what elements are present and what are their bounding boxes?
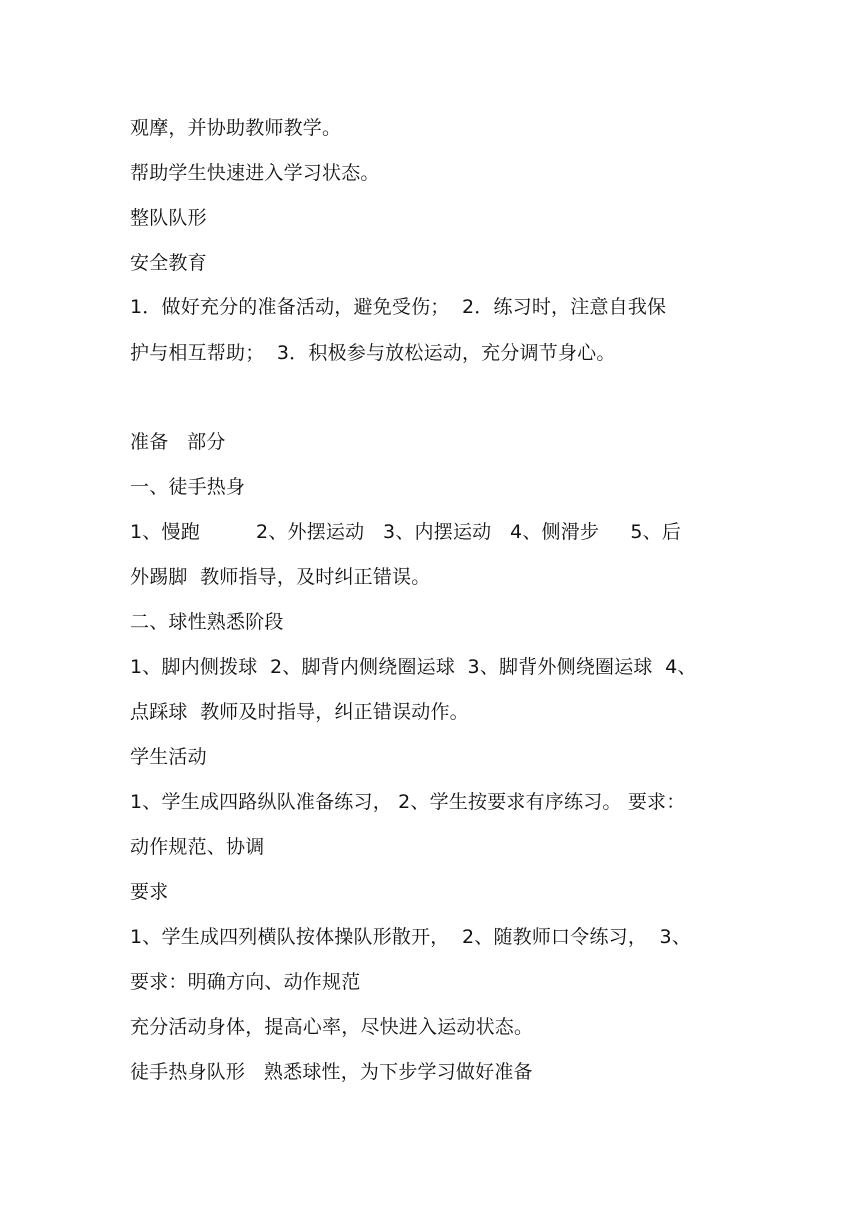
text-line: 1、学生成四路纵队准备练习， 2、学生按要求有序练习。 要求： xyxy=(130,791,686,813)
text-line: 学生活动 xyxy=(130,746,207,768)
text-line: 1．做好充分的准备活动，避免受伤； 2．练习时，注意自我保 xyxy=(130,296,667,318)
text-line: 护与相互帮助； 3．积极参与放松运动，充分调节身心。 xyxy=(130,342,616,364)
text-line: 充分活动身体，提高心率，尽快进入运动状态。 xyxy=(130,1016,534,1038)
text-line: 一、徒手热身 xyxy=(130,476,246,498)
text-line: 动作规范、协调 xyxy=(130,836,265,858)
text-line: 安全教育 xyxy=(130,252,207,274)
text-line: 要求 xyxy=(130,881,169,903)
text-line: 1、慢跑 2、外摆运动 3、内摆运动 4、侧滑步 5、后 xyxy=(130,521,682,543)
text-line: 二、球性熟悉阶段 xyxy=(130,611,284,633)
text-line: 徒手热身队形 熟悉球性，为下步学习做好准备 xyxy=(130,1061,533,1083)
text-line: 帮助学生快速进入学习状态。 xyxy=(130,162,380,184)
text-line: 点踩球 教师及时指导，纠正错误动作。 xyxy=(130,701,469,723)
text-line: 外踢脚 教师指导，及时纠正错误。 xyxy=(130,566,431,588)
text-line: 观摩，并协助教师教学。 xyxy=(130,117,342,139)
section-heading: 准备 部分 xyxy=(130,431,226,453)
text-line: 整队队形 xyxy=(130,207,207,229)
text-line: 要求：明确方向、动作规范 xyxy=(130,971,361,993)
text-line: 1、脚内侧拨球 2、脚背内侧绕圈运球 3、脚背外侧绕圈运球 4、 xyxy=(130,656,697,678)
text-line: 1、学生成四列横队按体操队形散开， 2、随教师口令练习， 3、 xyxy=(130,926,692,948)
